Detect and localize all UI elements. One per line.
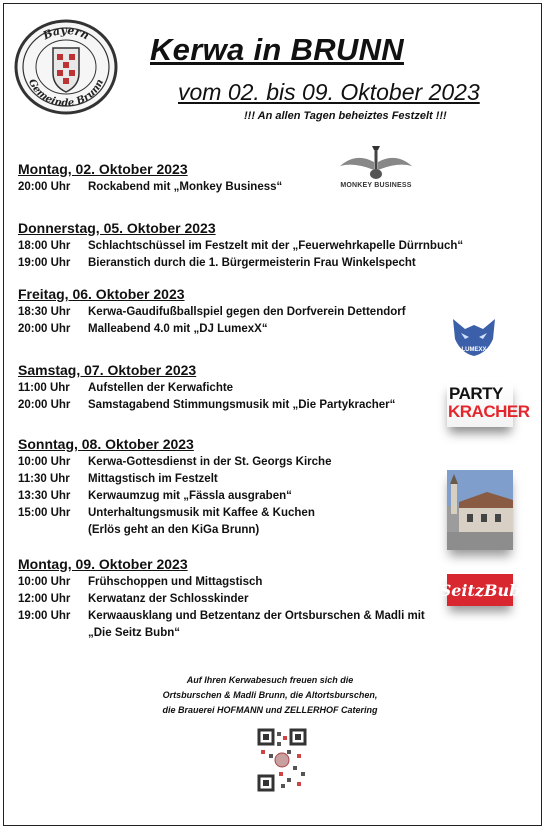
event-row <box>18 321 488 338</box>
event-description: Kerwa-Gaudifußballspiel gegen den Dorfverein Dettendorf <box>88 306 406 318</box>
event-row <box>18 625 488 642</box>
event-description: Aufstellen der Kerwafichte <box>88 382 234 394</box>
qr-code-icon <box>257 728 307 792</box>
event-row <box>18 304 488 321</box>
event-row <box>18 488 488 505</box>
day-title: Sonntag, 08. Oktober 2023 <box>18 436 194 452</box>
event-time: 10:00 Uhr <box>18 576 71 588</box>
guitar-wings-icon <box>336 144 416 182</box>
event-time: 13:30 Uhr <box>18 490 71 502</box>
svg-text:LUMEXX: LUMEXX <box>461 347 487 353</box>
event-row <box>18 471 488 488</box>
event-time <box>18 625 88 642</box>
day-block <box>18 286 488 338</box>
page-title: Kerwa in BRUNN <box>150 32 404 67</box>
event-description: Kerwaausklang und Betzentanz der Ortsburschen & Madli mit <box>88 610 425 622</box>
event-time: 11:00 Uhr <box>18 382 70 394</box>
partykracher-line2: KRACHER <box>448 402 530 421</box>
event-row <box>18 454 488 471</box>
event-time: 15:00 Uhr <box>18 507 71 519</box>
event-row <box>18 505 488 522</box>
event-description: Rockabend mit „Monkey Business“ <box>88 181 283 193</box>
event-time: 18:00 Uhr <box>18 240 71 252</box>
event-description: Schlachtschüssel im Festzelt mit der „Feuerwehrkapelle Dürrnbuch“ <box>88 240 464 252</box>
event-row <box>18 522 488 539</box>
event-time: 10:00 Uhr <box>18 456 71 468</box>
event-time <box>18 522 88 539</box>
lumexx-logo <box>447 315 501 359</box>
day-block <box>18 436 488 539</box>
day-title: Montag, 09. Oktober 2023 <box>18 556 188 572</box>
footer-line: Ortsburschen & Madli Brunn, die Altortsburschen, <box>162 690 378 700</box>
partykracher-logo <box>447 382 530 427</box>
day-block <box>18 220 488 272</box>
event-description: Bieranstich durch die 1. Bürgermeisterin Frau Winkelspecht <box>88 257 416 269</box>
day-title: Montag, 02. Oktober 2023 <box>18 161 188 177</box>
municipal-seal-icon <box>12 17 120 117</box>
church-photo <box>447 470 513 550</box>
svg-text:Bayern: Bayern <box>40 23 92 43</box>
event-time: 20:00 Uhr <box>18 181 71 193</box>
event-description: Malleabend 4.0 mit „DJ LumexX“ <box>88 323 268 335</box>
seitz-bubn-logo <box>439 574 521 606</box>
event-row <box>18 397 488 414</box>
wolf-head-icon <box>447 315 501 359</box>
event-time: 11:30 Uhr <box>18 473 70 485</box>
day-block <box>18 362 488 414</box>
event-time: 12:00 Uhr <box>18 593 71 605</box>
event-row <box>18 238 488 255</box>
church-photo-icon <box>447 470 513 550</box>
event-time: 20:00 Uhr <box>18 323 71 335</box>
event-time: 19:00 Uhr <box>18 257 71 269</box>
svg-text:Gemeinde Brunn: Gemeinde Brunn <box>25 77 107 110</box>
event-time: 18:30 Uhr <box>18 306 71 318</box>
monkey-business-logo <box>334 140 418 192</box>
event-row <box>18 255 488 272</box>
qr-code <box>257 728 307 792</box>
event-time: 20:00 Uhr <box>18 399 71 411</box>
day-title: Samstag, 07. Oktober 2023 <box>18 362 197 378</box>
event-description: Mittagstisch im Festzelt <box>88 473 218 485</box>
event-description: Unterhaltungsmusik mit Kaffee & Kuchen <box>88 507 315 519</box>
event-time: 19:00 Uhr <box>18 610 71 622</box>
event-row <box>18 591 488 608</box>
date-range: vom 02. bis 09. Oktober 2023 <box>178 79 480 105</box>
event-description: „Die Seitz Bubn“ <box>88 627 181 639</box>
footer-text <box>120 673 420 718</box>
event-description: Kerwa-Gottesdienst in der St. Georgs Kirche <box>88 456 332 468</box>
footer-line: die Brauerei HOFMANN und ZELLERHOF Catering <box>162 705 378 715</box>
event-row <box>18 608 488 625</box>
day-title: Freitag, 06. Oktober 2023 <box>18 286 185 302</box>
seitz-bubn-text: SeitzBub <box>439 580 521 600</box>
event-description: Kerwatanz der Schlosskinder <box>88 593 249 605</box>
heated-tent-note: !!! An allen Tagen beheiztes Festzelt !!! <box>244 110 447 122</box>
event-description: (Erlös geht an den KiGa Brunn) <box>88 524 260 536</box>
event-row <box>18 380 488 397</box>
event-description: Kerwaumzug mit „Fässla ausgraben“ <box>88 490 292 502</box>
event-description: Samstagabend Stimmungsmusik mit „Die Partykracher“ <box>88 399 396 411</box>
event-row <box>18 574 488 591</box>
event-description: Frühschoppen und Mittagstisch <box>88 576 263 588</box>
day-title: Donnerstag, 05. Oktober 2023 <box>18 220 216 236</box>
monkey-business-text: MONKEY BUSINESS <box>340 181 412 189</box>
day-block <box>18 556 488 642</box>
footer-line: Auf Ihren Kerwabesuch freuen sich die <box>186 675 354 685</box>
partykracher-line1: PARTY <box>449 384 503 403</box>
